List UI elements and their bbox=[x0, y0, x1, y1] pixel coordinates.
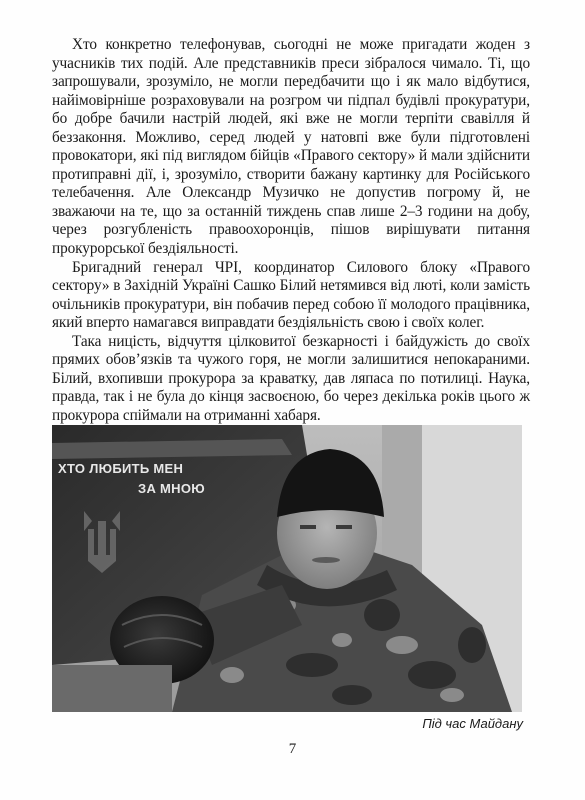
banner-text-line-2: ЗА МНОЮ bbox=[138, 481, 205, 496]
paragraph-1: Хто конкретно телефонував, сьогодні не може пригадати жоден з учасників тих подій. Але представників преси зібралося чимало. Ті, що запрошували, зрозуміло, не могли передбачити що і як мало відбутися, найімовірніше розраховували на розгром чи підпал будівлі прокуратури, бо добре бачили настрій людей, які вже не могли терпіти свавілля й беззаконня. Можливо, серед людей у натовпі вже були підготовлені провокатори, які під виглядом бійців «Правого сектору» й мали здійснити протиправні дії, і, зрозуміло, створити бажану картинку для Російського телебачення. Але Олександр Музичко не допустив погрому й, не зважаючи на те, що за останній тиждень спав лише 2–3 години на добу, через розгубленість правоохоронців, пішов вирішувати питання прокурорської бездіяльності. bbox=[52, 36, 530, 258]
photograph bbox=[52, 425, 522, 712]
photo-caption: Під час Майдану bbox=[422, 716, 523, 731]
page-number: 7 bbox=[288, 741, 297, 757]
paragraph-3: Така ницість, відчуття цілковитої безкарності і байдужість до своїх прямих обов’язків та чужого горя, не могли залишитися непокараними. Білий, вхопивши прокурора за краватку, дав ляпаса по потилиці. Наука, правда, так і не була до кінця засвоєною, бо через декілька років цього ж прокурора спіймали на отриманні хабаря. bbox=[52, 332, 530, 424]
paragraph-2: Бригадний генерал ЧРІ, координатор Силового блоку «Правого сектору» в Західній Україні Сашко Білий нетямився від люті, коли замість очільників прокуратури, він побачив перед собою її молодого працівника, який вперто намагався виправдати бездіяльність свою і своїх колег. bbox=[52, 258, 530, 332]
body-text bbox=[52, 36, 530, 425]
banner-text-line-1: ХТО ЛЮБИТЬ МЕН bbox=[58, 461, 184, 476]
